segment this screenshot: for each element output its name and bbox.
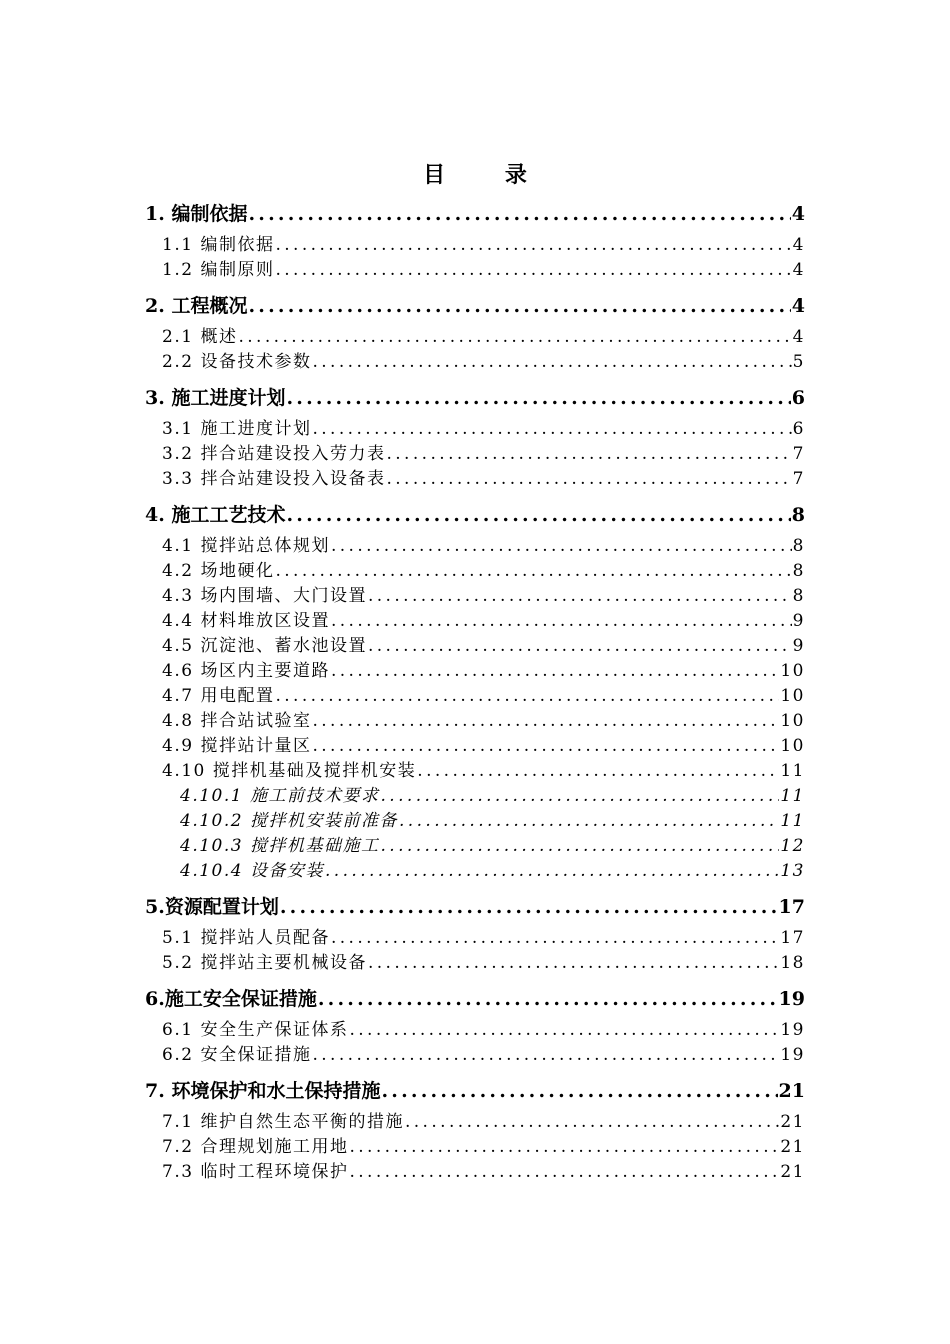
toc-entry-page: 18 [780, 953, 805, 973]
toc-entry-page: 19 [780, 1020, 805, 1040]
toc-dot-leader [368, 584, 792, 609]
toc-entry[interactable] [162, 1160, 805, 1185]
toc-entry-page: 10 [780, 661, 805, 681]
toc-entry[interactable] [162, 1018, 805, 1043]
toc-dot-leader [312, 350, 791, 375]
toc-entry-page: 4 [791, 295, 805, 317]
toc-dot-leader [331, 926, 779, 951]
toc-entry-label: 4.2 场地硬化 [162, 561, 275, 581]
toc-entry-label: 4.10.3 搅拌机基础施工 [180, 836, 380, 856]
toc-entry-label: 1.2 编制原则 [162, 260, 275, 280]
toc-dot-leader [380, 834, 779, 859]
toc-entry-page: 7 [792, 469, 805, 489]
toc-dot-leader [368, 634, 792, 659]
toc-entry-label: 6.1 安全生产保证体系 [162, 1020, 349, 1040]
toc-entry[interactable] [145, 292, 805, 320]
toc-entry-page: 6 [792, 419, 805, 439]
toc-dot-leader [275, 258, 791, 283]
toc-entry[interactable] [162, 609, 805, 634]
toc-entry[interactable] [162, 559, 805, 584]
toc-dot-leader [275, 684, 779, 709]
toc-entry[interactable] [162, 709, 805, 734]
toc-entry-page: 11 [780, 761, 805, 781]
toc-dot-leader [386, 467, 791, 492]
toc-entry[interactable] [162, 1135, 805, 1160]
toc-entry-page: 10 [780, 736, 805, 756]
toc-entry[interactable] [162, 350, 805, 375]
toc-entry-label: 4.10 搅拌机基础及搅拌机安装 [162, 761, 417, 781]
toc-dot-leader [349, 1160, 779, 1185]
toc-entry[interactable] [145, 200, 805, 228]
toc-dot-leader [280, 893, 778, 921]
toc-entry-label: 4.10.1 施工前技术要求 [180, 786, 380, 806]
toc-entry[interactable] [162, 634, 805, 659]
toc-entry-label: 4.10.4 设备安装 [180, 861, 324, 881]
toc-entry-label: 2. 工程概况 [145, 295, 248, 317]
toc-dot-leader [286, 501, 790, 529]
toc-dot-leader [312, 417, 791, 442]
toc-dot-leader [349, 1018, 779, 1043]
toc-dot-leader [331, 534, 792, 559]
toc-entry-page: 4 [792, 235, 805, 255]
toc-entry-page: 11 [780, 811, 805, 831]
toc-entry-page: 8 [792, 586, 805, 606]
toc-entry-label: 3. 施工进度计划 [145, 387, 286, 409]
toc-entry[interactable] [145, 893, 805, 921]
toc-entry[interactable] [162, 759, 805, 784]
toc-entry-page: 8 [792, 536, 805, 556]
toc-entry-page: 10 [780, 711, 805, 731]
toc-entry-label: 7. 环境保护和水土保持措施 [145, 1080, 381, 1102]
toc-entry[interactable] [162, 442, 805, 467]
toc-entry-label: 6.施工安全保证措施 [145, 988, 317, 1010]
toc-entry-page: 21 [780, 1137, 805, 1157]
toc-entry-label: 4.1 搅拌站总体规划 [162, 536, 330, 556]
toc-entry-label: 3.3 拌合站建设投入设备表 [162, 469, 386, 489]
toc-entry-page: 13 [780, 861, 805, 881]
toc-entry-page: 9 [792, 636, 805, 656]
toc-title: 目 录 [423, 162, 553, 188]
toc-entry[interactable] [145, 501, 805, 529]
toc-entry[interactable] [162, 1043, 805, 1068]
toc-dot-leader [349, 1135, 779, 1160]
toc-entry[interactable] [162, 1110, 805, 1135]
toc-dot-leader [312, 734, 779, 759]
toc-entry-label: 5.2 搅拌站主要机械设备 [162, 953, 367, 973]
toc-entry-page: 5 [792, 352, 805, 372]
toc-dot-leader [286, 384, 790, 412]
toc-entry-page: 12 [780, 836, 805, 856]
toc-entry-page: 4 [792, 260, 805, 280]
toc-entry-page: 11 [780, 786, 805, 806]
toc-entry-label: 7.3 临时工程环境保护 [162, 1162, 349, 1182]
toc-entry-page: 19 [780, 1045, 805, 1065]
toc-entry[interactable] [162, 325, 805, 350]
toc-dot-leader [331, 609, 792, 634]
toc-dot-leader [399, 809, 779, 834]
toc-entry-label: 4.6 场区内主要道路 [162, 661, 330, 681]
toc-entry-page: 21 [780, 1162, 805, 1182]
toc-dot-leader [386, 442, 791, 467]
toc-entry-label: 4. 施工工艺技术 [145, 504, 286, 526]
toc-entry[interactable] [162, 684, 805, 709]
toc-entry-label: 4.4 材料堆放区设置 [162, 611, 330, 631]
toc-entry[interactable] [162, 926, 805, 951]
toc-entry[interactable] [180, 809, 805, 834]
toc-entry-label: 4.10.2 搅拌机安装前准备 [180, 811, 398, 831]
toc-entry-label: 4.3 场内围墙、大门设置 [162, 586, 367, 606]
toc-dot-leader [417, 759, 779, 784]
toc-entry-label: 4.7 用电配置 [162, 686, 275, 706]
toc-entry[interactable] [162, 584, 805, 609]
toc-dot-leader [380, 784, 779, 809]
toc-entry-label: 2.2 设备技术参数 [162, 352, 312, 372]
toc-dot-leader [331, 659, 779, 684]
toc-dot-leader [325, 859, 779, 884]
toc-entry[interactable] [162, 534, 805, 559]
toc-entry-label: 1.1 编制依据 [162, 235, 275, 255]
toc-entry-page: 21 [780, 1112, 805, 1132]
toc-dot-leader [275, 559, 791, 584]
toc-entry[interactable] [162, 417, 805, 442]
toc-entry-page: 17 [778, 896, 805, 918]
toc-entry-page: 19 [778, 988, 805, 1010]
toc-entry[interactable] [162, 467, 805, 492]
toc-dot-leader [318, 985, 778, 1013]
toc-entry-label: 3.2 拌合站建设投入劳力表 [162, 444, 386, 464]
toc-dot-leader [381, 1077, 777, 1105]
toc-dot-leader [368, 951, 779, 976]
toc-entry[interactable] [162, 659, 805, 684]
toc-entry[interactable] [162, 258, 805, 283]
toc-entry-label: 5.1 搅拌站人员配备 [162, 928, 330, 948]
toc-dot-leader [248, 200, 790, 228]
toc-entry-label: 1. 编制依据 [145, 203, 248, 225]
toc-entry-label: 6.2 安全保证措施 [162, 1045, 312, 1065]
toc-entry-page: 9 [792, 611, 805, 631]
toc-dot-leader [312, 1043, 779, 1068]
toc-entry-page: 8 [791, 504, 805, 526]
toc-dot-leader [248, 292, 790, 320]
toc-entry-label: 2.1 概述 [162, 327, 238, 347]
toc-entry-label: 4.8 拌合站试验室 [162, 711, 312, 731]
toc-entry[interactable] [162, 951, 805, 976]
toc-dot-leader [275, 233, 791, 258]
toc-entry-page: 6 [791, 387, 805, 409]
toc-entry[interactable] [162, 233, 805, 258]
toc-entry-label: 4.5 沉淀池、蓄水池设置 [162, 636, 367, 656]
toc-entry-page: 4 [792, 327, 805, 347]
toc-entry[interactable] [145, 384, 805, 412]
toc-dot-leader [312, 709, 779, 734]
toc-entry[interactable] [145, 985, 805, 1013]
toc-entry-label: 7.1 维护自然生态平衡的措施 [162, 1112, 404, 1132]
toc-entry[interactable] [162, 734, 805, 759]
toc-entry-page: 7 [792, 444, 805, 464]
toc-entry-page: 17 [780, 928, 805, 948]
toc-entry[interactable] [180, 834, 805, 859]
toc-entry-label: 3.1 施工进度计划 [162, 419, 312, 439]
toc-entry[interactable] [180, 859, 805, 884]
toc-entry-page: 8 [792, 561, 805, 581]
toc-entry-page: 21 [778, 1080, 805, 1102]
toc-entry-label: 4.9 搅拌站计量区 [162, 736, 312, 756]
toc-entry[interactable] [180, 784, 805, 809]
toc-entry-label: 7.2 合理规划施工用地 [162, 1137, 349, 1157]
toc-entry-page: 10 [780, 686, 805, 706]
toc-entry[interactable] [145, 1077, 805, 1105]
toc-dot-leader [405, 1110, 779, 1135]
toc-entry-label: 5.资源配置计划 [145, 896, 279, 918]
toc-entry-page: 4 [791, 203, 805, 225]
toc-dot-leader [238, 325, 791, 350]
